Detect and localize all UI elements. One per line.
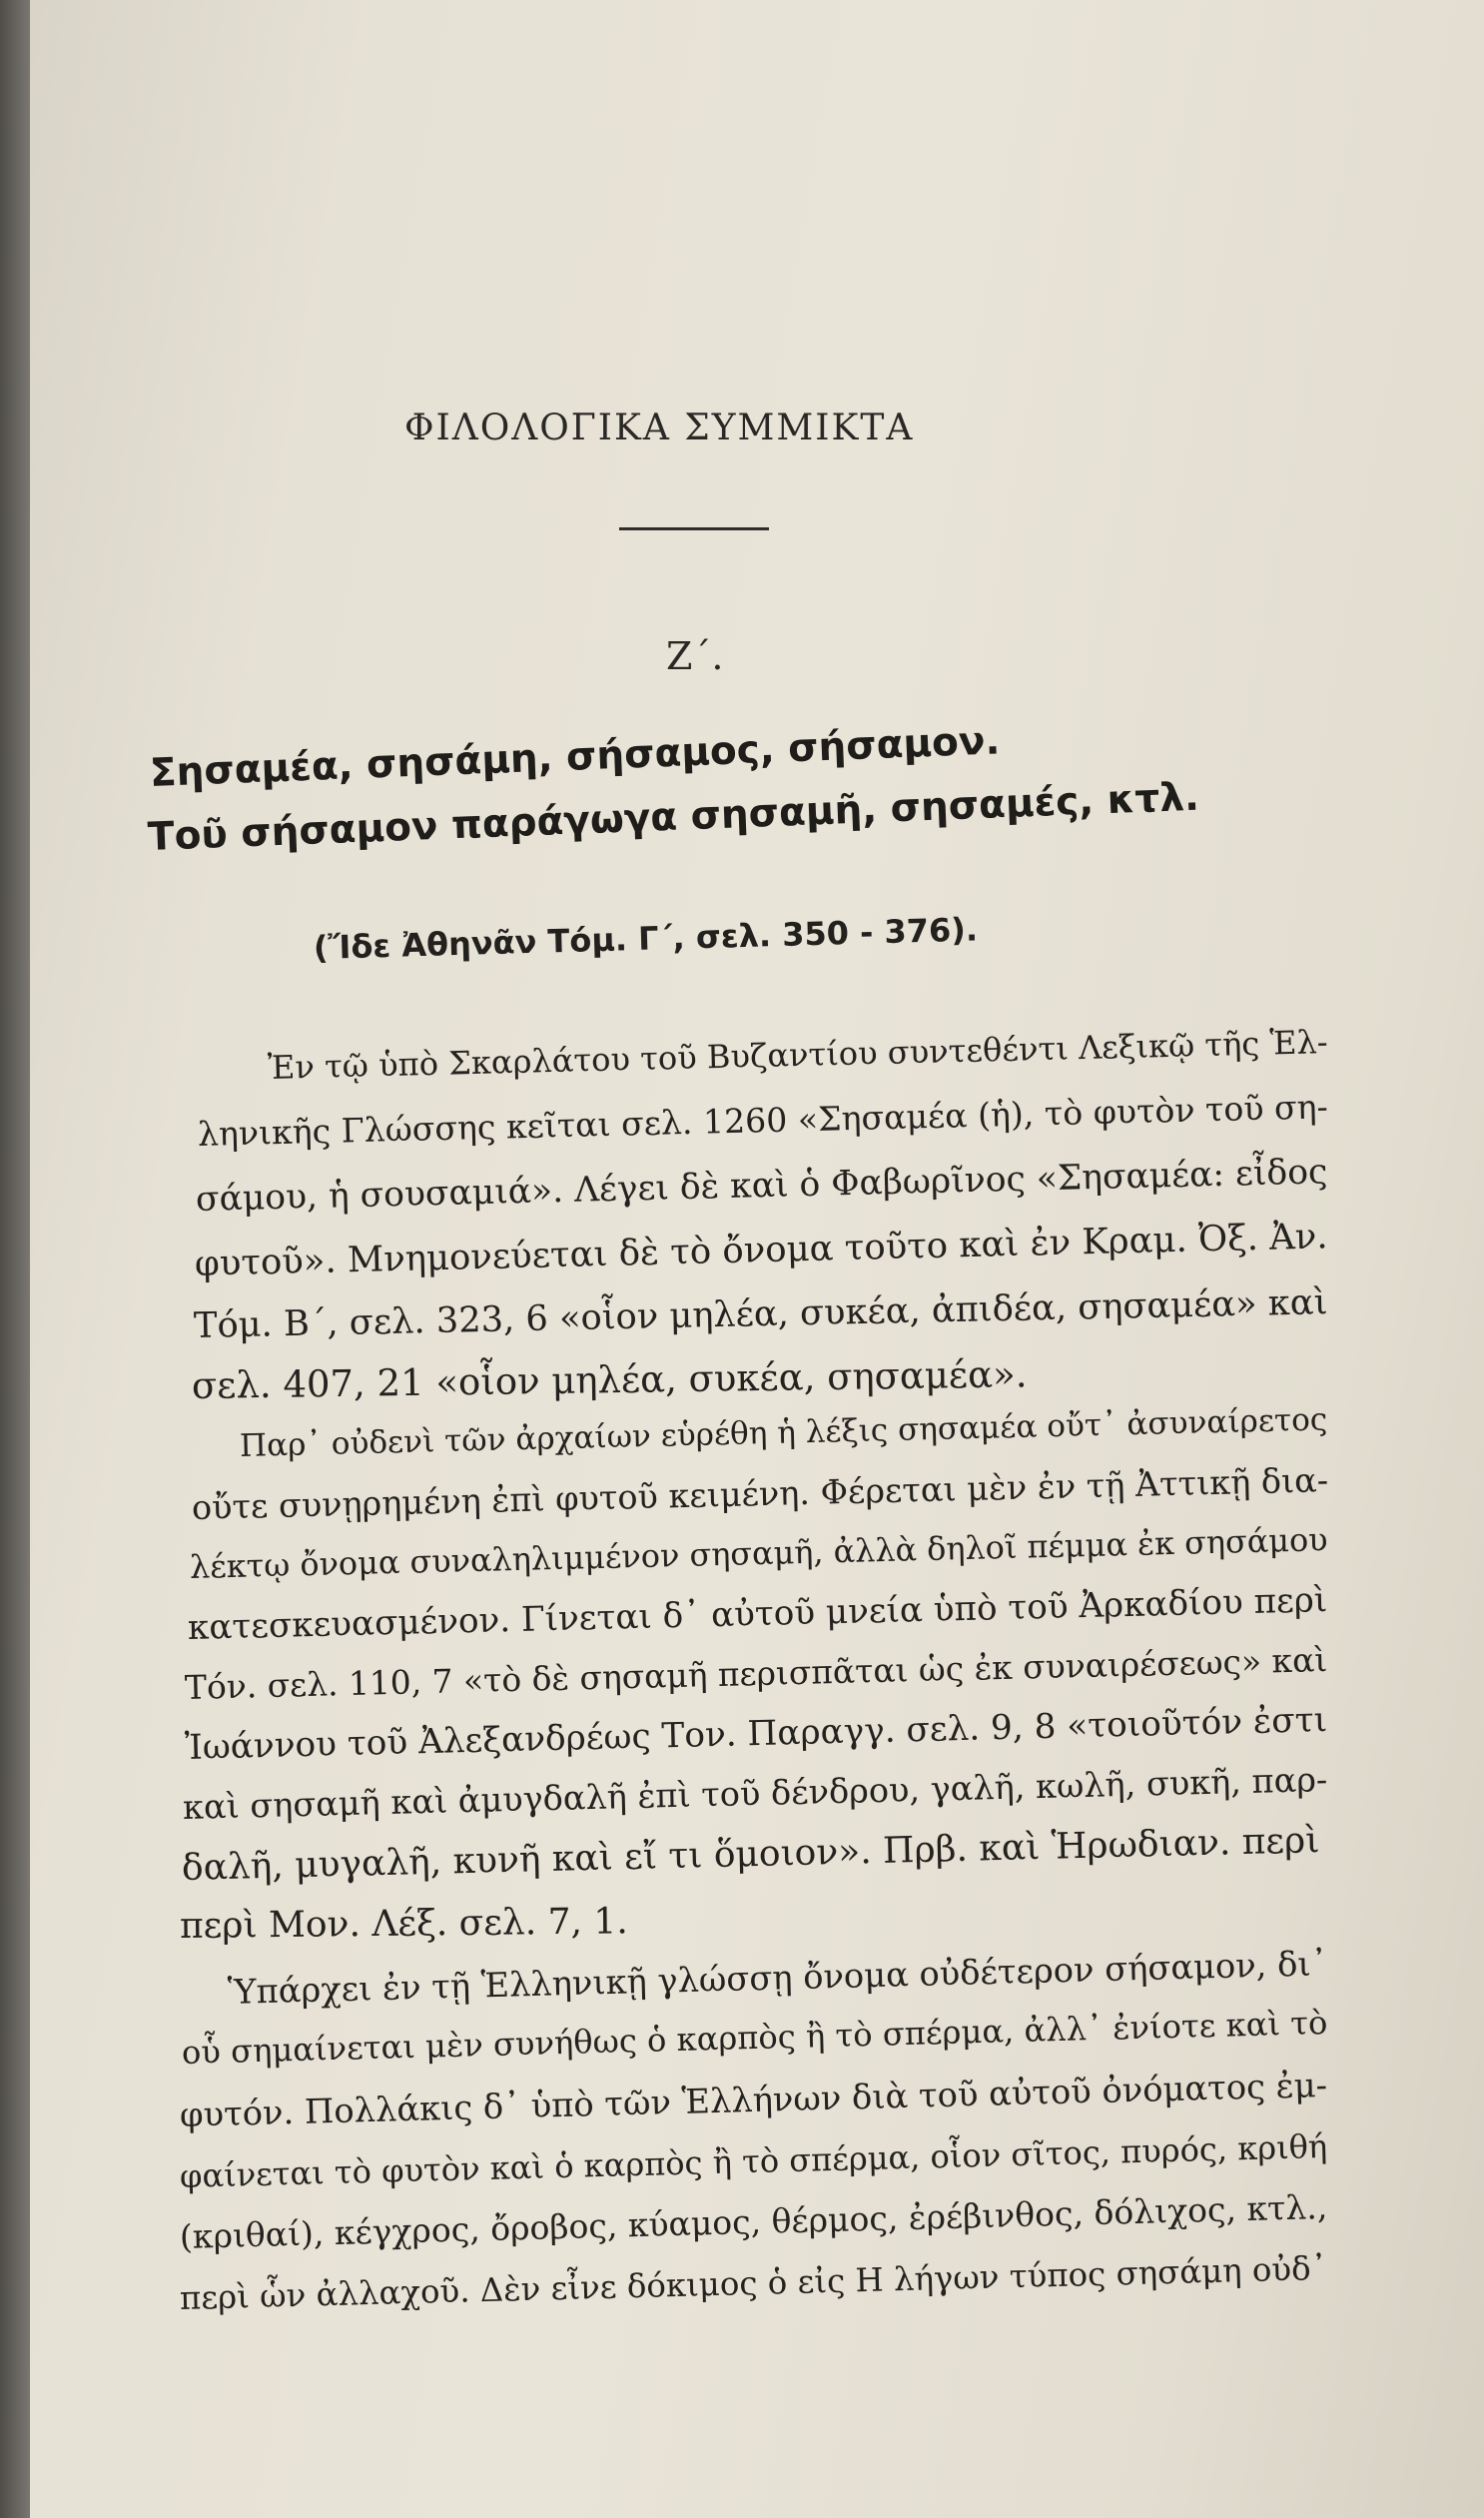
body-line: κατεσκευασμένον. Γίνεται δ᾽ αὐτοῦ μνεία ὑπὸ τοῦ Ἀρκαδίου περὶ <box>187 1580 1328 1648</box>
body-line: φαίνεται τὸ φυτὸν καὶ ὁ καρπὸς ἢ τὸ σπέρμα, οἷον σῖτος, πυρός, κριθή <box>179 2126 1328 2195</box>
running-head: ΦΙΛΟΛΟΓΙΚΑ ΣΥΜΜΙΚΤΑ <box>404 408 915 448</box>
book-page <box>30 0 1484 2518</box>
body-line: περὶ Μον. Λέξ. σελ. 7, 1. <box>179 1901 628 1947</box>
body-line: λέκτῳ ὄνομα συναληλιμμένον σησαμῆ, ἀλλὰ δηλοῖ πέμμα ἐκ σησάμου <box>189 1520 1328 1586</box>
body-line: Ἰωάννου τοῦ Ἀλεξανδρέως Τον. Παραγγ. σελ. 9, 8 «τοιοῦτόν ἐστι <box>184 1700 1328 1768</box>
body-line: καὶ σησαμῆ καὶ ἀμυγδαλῆ ἐπὶ τοῦ δένδρου, γαλῆ, κωλῆ, συκῆ, παρ- <box>182 1759 1328 1827</box>
body-line: σάμου, ἡ σουσαμιά». Λέγει δὲ καὶ ὁ Φαβωρῖνος «Σησαμέα: εἶδος <box>195 1152 1328 1220</box>
body-line: Ὑπάρχει ἐν τῇ Ἑλληνικῇ γλώσσῃ ὄνομα οὐδέτερον σήσαμον, δι᾽ <box>227 1944 1328 2012</box>
body-line: φυτόν. Πολλάκις δ᾽ ὑπὸ τῶν Ἑλλήνων διὰ τοῦ αὐτοῦ ὀνόματος ἐμ- <box>179 2065 1328 2134</box>
body-line: περὶ ὧν ἀλλαχοῦ. Δὲν εἶνε δόκιμος ὁ εἰς Η λήγων τύπος σησάμη οὐδ᾽ <box>179 2248 1328 2317</box>
body-line: οὗ σημαίνεται μὲν συνήθως ὁ καρπὸς ἢ τὸ σπέρμα, ἀλλ᾽ ἐνίοτε καὶ τὸ <box>181 2003 1328 2072</box>
title-rule <box>619 527 769 530</box>
body-line: (κριθαί), κέγχρος, ὄροβος, κύαμος, θέρμος, ἐρέβινθος, δόλιχος, κτλ., <box>179 2186 1328 2256</box>
body-line: Παρ᾽ οὐδενὶ τῶν ἀρχαίων εὑρέθη ἡ λέξις σησαμέα οὔτ᾽ ἀσυναίρετος <box>239 1401 1328 1464</box>
body-line: ληνικῆς Γλώσσης κεῖται σελ. 1260 «Σησαμέα (ἡ), τὸ φυτὸν τοῦ ση- <box>197 1087 1329 1154</box>
body-line: Τόν. σελ. 110, 7 «τὸ δὲ σησαμῆ περισπᾶται ὡς ἐκ συναιρέσεως» καὶ <box>184 1640 1328 1707</box>
article-title-line-1: Σησαμέα, σησάμη, σήσαμος, σήσαμον. <box>149 718 1002 796</box>
body-line: Ἐν τῷ ὑπὸ Σκαρλάτου τοῦ Βυζαντίου συντεθέντι Λεξικῷ τῆς Ἑλ- <box>267 1023 1329 1087</box>
section-number: Ζ΄. <box>666 634 724 678</box>
book-spine-shadow <box>0 0 30 2518</box>
body-line: φυτοῦ». Μνημονεύεται δὲ τὸ ὄνομα τοῦτο καὶ ἐν Κραμ. Ὀξ. Ἀν. <box>194 1216 1328 1284</box>
body-line: σελ. 407, 21 «οἷον μηλέα, συκέα, σησαμέα». <box>191 1352 1028 1407</box>
body-line: δαλῆ, μυγαλῆ, κυνῆ καὶ εἴ τι ὅμοιον». Πρβ. καὶ Ἡρωδιαν. περὶ <box>181 1820 1320 1889</box>
body-line: Τόμ. Β΄, σελ. 323, 6 «οἷον μηλέα, συκέα, ἀπιδέα, σησαμέα» καὶ <box>193 1281 1328 1346</box>
body-line: οὔτε συνῃρημένη ἐπὶ φυτοῦ κειμένη. Φέρεται μὲν ἐν τῇ Ἀττικῇ δια- <box>191 1460 1329 1527</box>
article-title-line-2: Τοῦ σήσαμον παράγωγα σησαμῆ, σησαμές, κτλ. <box>147 774 1200 860</box>
reference-note: (Ἴδε Ἀθηνᾶν Τόμ. Γ΄, σελ. 350 - 376). <box>313 910 979 967</box>
